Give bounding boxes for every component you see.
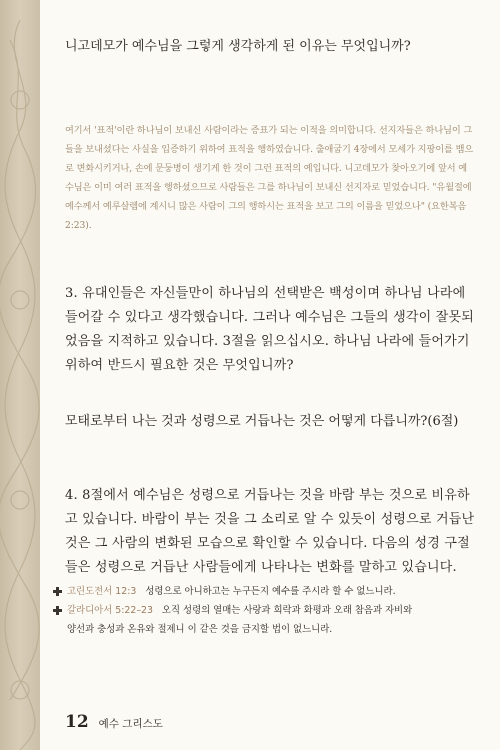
reference-citation: 갈라디아서 5:22–23 — [67, 605, 153, 616]
reference-citation: 고린도전서 12:3 — [67, 586, 137, 597]
cross-bullet-icon — [53, 606, 62, 615]
explanatory-note: 여기서 '표적'이란 하나님이 보내신 사람이라는 증표가 되는 이적을 의미합니다. 선지자들은 하나님이 그들을 보내셨다는 사실을 입증하기 위하여 표적을 행하였습니다. 출애굽기 4장에서 모세가 지팡이를 뱀으로 변화시키거나, 손에 문둥병이 생기게 한 것이 그런 표적의 예입니다. 니고데모가 찾아오기에 앞서 예수님은 이미 여러 표적을 행하셨으므로 사람들은 그를 하나님이 보내신 선지자로 믿었습니다. "유월절에 예수께서 예루살렘에 계시니 많은 사람이 그의 행하시는 표적을 보고 그의 이름을 믿었으나" (요한복음 2:23). — [65, 125, 474, 232]
question-4: 4. 8절에서 예수님은 성령으로 거듭나는 것을 바람 부는 것으로 비유하고 있습니다. 바람이 부는 것을 그 소리로 알 수 있듯이 성령으로 거듭난 것은 그 사람의 변화된 모습으로 확인할 수 있습니다. 다음의 성경 구절들은 성령으로 거듭난 사람들에게 나타나는 변화를 말하고 있습니다. — [65, 488, 475, 575]
reference-item — [53, 601, 475, 620]
question-born-again: 모태로부터 나는 것과 성령으로 거듭나는 것은 어떻게 다릅니까?(6절) — [65, 414, 459, 429]
page-number: 12 — [65, 712, 89, 732]
decorative-side-strip — [0, 0, 40, 750]
ornament-pattern — [0, 0, 40, 750]
question-top: 니고데모가 예수님을 그렇게 생각하게 된 이유는 무엇입니까? — [65, 39, 411, 54]
reference-text: 성령으로 아니하고는 누구든지 예수를 주시라 할 수 없느니라. — [145, 586, 396, 597]
reference-item — [53, 582, 475, 601]
scripture-references — [53, 582, 475, 639]
cross-bullet-icon — [53, 587, 62, 596]
reference-text: 오직 성령의 열매는 사랑과 희락과 화평과 오래 참음과 자비와 — [161, 605, 413, 616]
page-footer — [65, 712, 163, 732]
book-page — [40, 0, 500, 750]
book-title: 예수 그리스도 — [98, 718, 163, 730]
reference-continuation: 양선과 충성과 온유와 절제니 이 같은 것을 금지할 법이 없느니라. — [67, 624, 333, 635]
question-3: 3. 유대인들은 자신들만이 하나님의 선택받은 백성이며 하나님 나라에 들어갈 수 있다고 생각했습니다. 그러나 예수님은 그들의 생각이 잘못되었음을 지적하고 있습니다. 3절을 읽으십시오. 하나님 나라에 들어가기 위하여 반드시 필요한 것은 무엇입니까? — [65, 286, 474, 373]
